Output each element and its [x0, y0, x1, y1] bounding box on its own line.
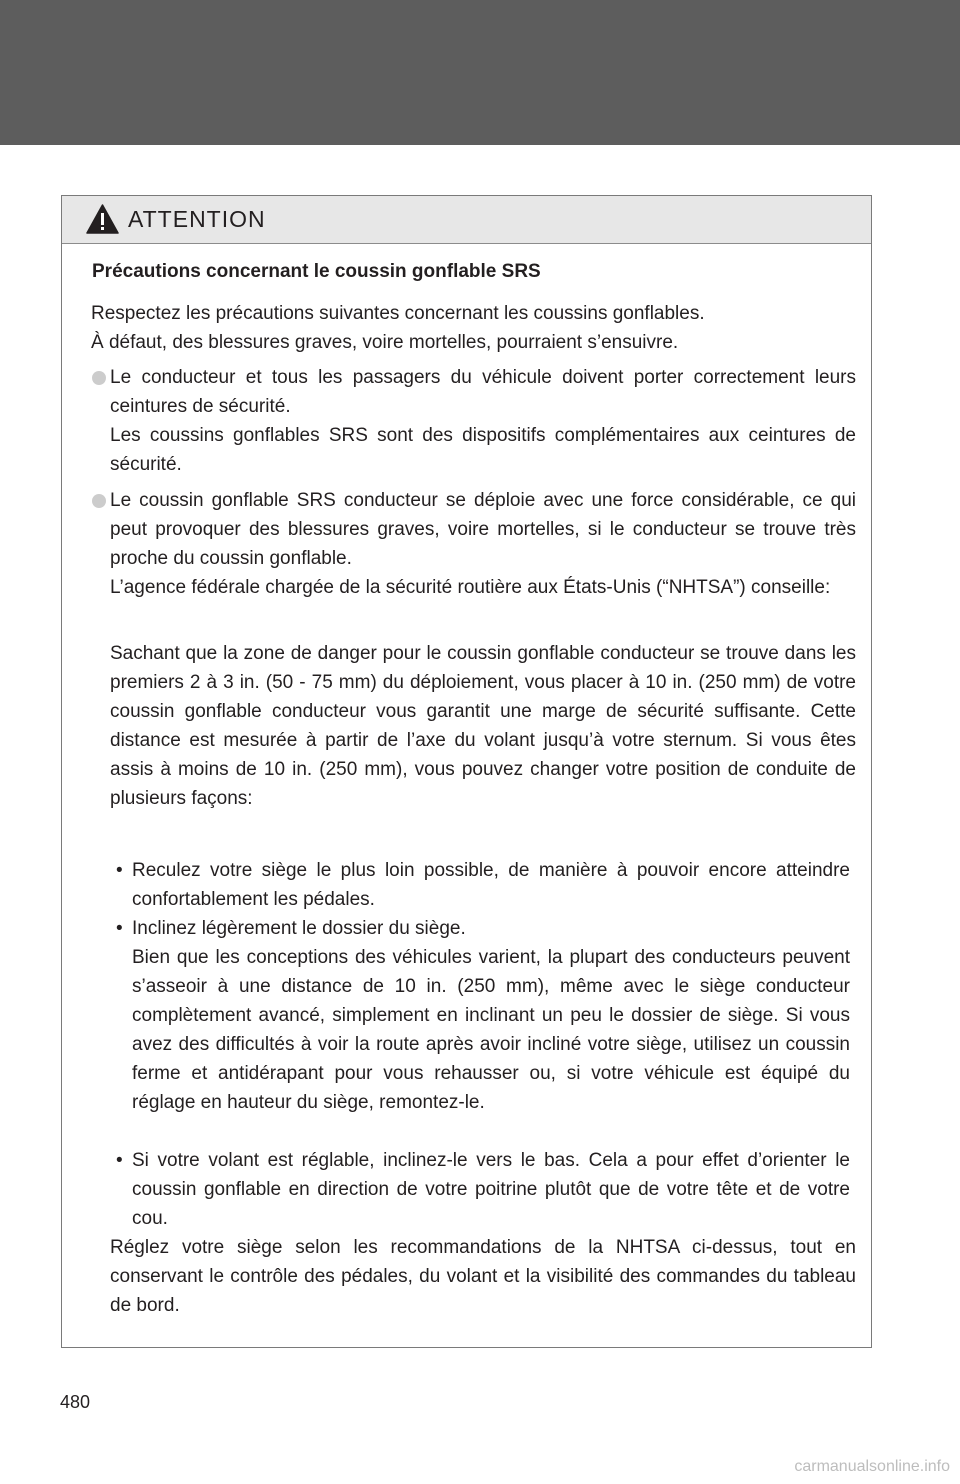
item2-advice: Sachant que la zone de danger pour le coussin gonflable conducteur se trouve dans les premiers 2 à 3 in. (50 - 75 mm) du déploiement, vous placer à 10 in. (250 mm) de votre coussin gonflable conducteur vous garantit une marge de sécurité suffisante. Cette distance est mesurée à partir de l’axe du volant jusqu’à votre sternum. Si vous êtes assis à moins de 10 in. (250 mm), vous pouvez changer votre position de conduite de plusieurs façons:	[110, 643, 856, 809]
intro-line-2: À défaut, des blessures graves, voire mortelles, pourraient s’ensuivre.	[91, 332, 679, 353]
item1-note: Les coussins gonflables SRS sont des dispositifs complémentaires aux ceintures de sécurité.	[110, 425, 856, 475]
attention-box	[61, 195, 872, 1348]
bullet-dot-icon	[92, 494, 106, 508]
closing-text: Réglez votre siège selon les recommandations de la NHTSA ci-dessus, tout en conservant le contrôle des pédales, du volant et la visibilité des commandes du tableau de bord.	[110, 1237, 856, 1316]
top-banner	[0, 0, 960, 145]
attention-header	[62, 196, 871, 244]
watermark: carmanualsonline.info	[794, 1458, 950, 1475]
attention-title: ATTENTION	[128, 206, 266, 232]
sub-bullet: •	[116, 1150, 123, 1171]
warning-triangle-icon	[86, 204, 119, 234]
bullet-dot-icon	[92, 371, 106, 385]
item2-text: Le coussin gonflable SRS conducteur se déploie avec une force considérable, ce qui peut provoquer des blessures graves, voire mortelles, si le conducteur se trouve très proche du coussin gonflable.	[110, 490, 856, 569]
item2-agency: L’agence fédérale chargée de la sécurité routière aux États-Unis (“NHTSA”) conseille:	[110, 577, 831, 598]
intro-line-1: Respectez les précautions suivantes concernant les coussins gonflables.	[91, 303, 705, 324]
section-heading	[73, 261, 541, 283]
section-heading-text: Précautions concernant le coussin gonflable SRS	[92, 261, 541, 282]
heading-square-icon	[73, 264, 86, 277]
page-number: 480	[60, 1392, 91, 1412]
sub-item-2-detail: Bien que les conceptions des véhicules varient, la plupart des conducteurs peuvent s’asseoir à une distance de 10 in. (250 mm), même avec le siège conducteur complètement avancé, simplement en inclinant un peu le dossier de siège. Si vous avez des difficultés à voir la route après avoir incliné votre siège, utilisez un coussin ferme et antidérapant pour vous rehausser ou, si votre véhicule est équipé du réglage en hauteur du siège, remontez-le.	[132, 947, 850, 1113]
sub-bullet: •	[116, 860, 123, 881]
sub-item-3: Si votre volant est réglable, inclinez-le vers le bas. Cela a pour effet d’orienter le coussin gonflable en direction de votre poitrine plutôt que de votre tête et de votre cou.	[132, 1150, 850, 1229]
sub-item-2: Inclinez légèrement le dossier du siège.	[132, 918, 466, 939]
item1-text: Le conducteur et tous les passagers du véhicule doivent porter correctement leurs ceintures de sécurité.	[110, 367, 856, 417]
sub-bullet: •	[116, 918, 123, 939]
sub-item-1: Reculez votre siège le plus loin possible, de manière à pouvoir encore atteindre confortablement les pédales.	[132, 860, 850, 910]
